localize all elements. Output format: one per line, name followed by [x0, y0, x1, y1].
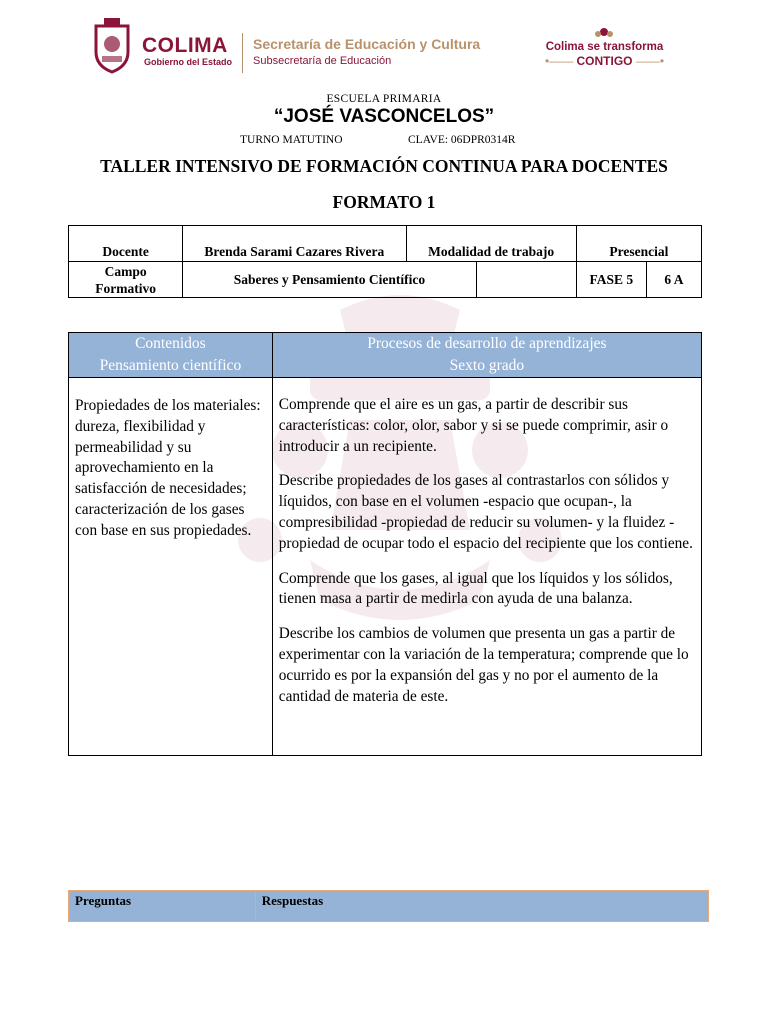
- content-table: [68, 332, 702, 756]
- content-header-row: [69, 333, 702, 378]
- school-turno: TURNO MATUTINO: [240, 134, 343, 146]
- respuestas-header: Respuestas: [255, 891, 708, 922]
- school-clave: CLAVE: 06DPR0314R: [408, 134, 516, 146]
- colima-shield-icon: [90, 18, 134, 74]
- flower-icon: [592, 26, 616, 40]
- contenido-text: Propiedades de los materiales: dureza, flexibilidad y permeabilidad y su aprovechamiento en la satisfacción de necesidades; caracterización de los gases con base en sus propiedades.: [69, 378, 273, 756]
- info-row-docente: [69, 226, 702, 262]
- questions-table: [68, 890, 709, 922]
- contenidos-header-line-2: Pensamiento científico: [99, 357, 242, 374]
- modalidad-label: Modalidad de trabajo: [406, 226, 576, 262]
- campo-label-line-2: Formativo: [95, 280, 156, 296]
- slogan-dash-right: ——•: [635, 54, 665, 68]
- docente-value: Brenda Sarami Cazares Rivera: [183, 226, 406, 262]
- colima-logo: [90, 18, 240, 76]
- document-subtitle: FORMATO 1: [332, 192, 436, 212]
- docente-label: Docente: [69, 226, 183, 262]
- slogan-logo: [532, 26, 677, 72]
- questions-header-row: [69, 891, 709, 922]
- slogan-line-1: Colima se transforma: [545, 41, 664, 53]
- school-name: “JOSÉ VASCONCELOS”: [273, 106, 495, 127]
- colima-subtitle: Gobierno del Estado: [144, 57, 233, 67]
- contenidos-header: [69, 333, 273, 378]
- slogan-contigo: CONTIGO: [576, 54, 633, 68]
- proceso-item: Describe propiedades de los gases al contrastarlos con sólidos y líquidos, con base en el volumen -espacio que ocupan-, la compresibilidad -propiedad de reducir su volumen- y la fluidez -propiedad de ocupar todo el espacio del recipiente que los contiene.: [278, 472, 693, 552]
- slogan-dash-left: •——: [544, 54, 574, 68]
- info-table: [68, 225, 702, 298]
- grupo-value: 6 A: [646, 262, 701, 298]
- proceso-item: Describe los cambios de volumen que presenta un gas a partir de experimentar con la variación de la temperatura; comprende que lo ocurrido es por la expansión del gas y no por el aumento de la cantidad de materia de este.: [278, 625, 689, 705]
- document-title: TALLER INTENSIVO DE FORMACIÓN CONTINUA PARA DOCENTES: [100, 156, 668, 176]
- slogan-line-2: [532, 54, 677, 68]
- header-divider: [242, 33, 243, 73]
- procesos-cell: [272, 378, 701, 756]
- campo-value: Saberes y Pensamiento Científico: [183, 262, 476, 298]
- preguntas-header: Preguntas: [69, 891, 256, 922]
- fase-value: FASE 5: [576, 262, 646, 298]
- procesos-header: [272, 333, 701, 378]
- secretaria-title: Secretaría de Educación y Cultura: [253, 36, 481, 52]
- info-row-campo: [69, 262, 702, 298]
- subsecretaria-title: Subsecretaría de Educación: [253, 55, 392, 67]
- colima-wordmark: COLIMA: [142, 34, 228, 57]
- proceso-item: Comprende que los gases, al igual que los líquidos y los sólidos, tienen masa a partir de medirla con ayuda de una balanza.: [278, 569, 673, 608]
- contenidos-header-line-1: Contenidos: [135, 335, 206, 352]
- procesos-header-line-1: Procesos de desarrollo de aprendizajes: [367, 335, 607, 352]
- procesos-header-line-2: Sexto grado: [449, 357, 525, 374]
- modalidad-value: Presencial: [576, 226, 701, 262]
- content-body-row: [69, 378, 702, 756]
- empty-cell: [476, 262, 576, 298]
- school-kind: ESCUELA PRIMARIA: [326, 93, 442, 105]
- proceso-item: Comprende que el aire es un gas, a partir de describir sus características: color, olor, sabor y si se puede comprimir, asir o introducir a un recipiente.: [278, 396, 669, 455]
- campo-label-line-1: Campo: [104, 263, 147, 279]
- campo-label: [69, 262, 183, 298]
